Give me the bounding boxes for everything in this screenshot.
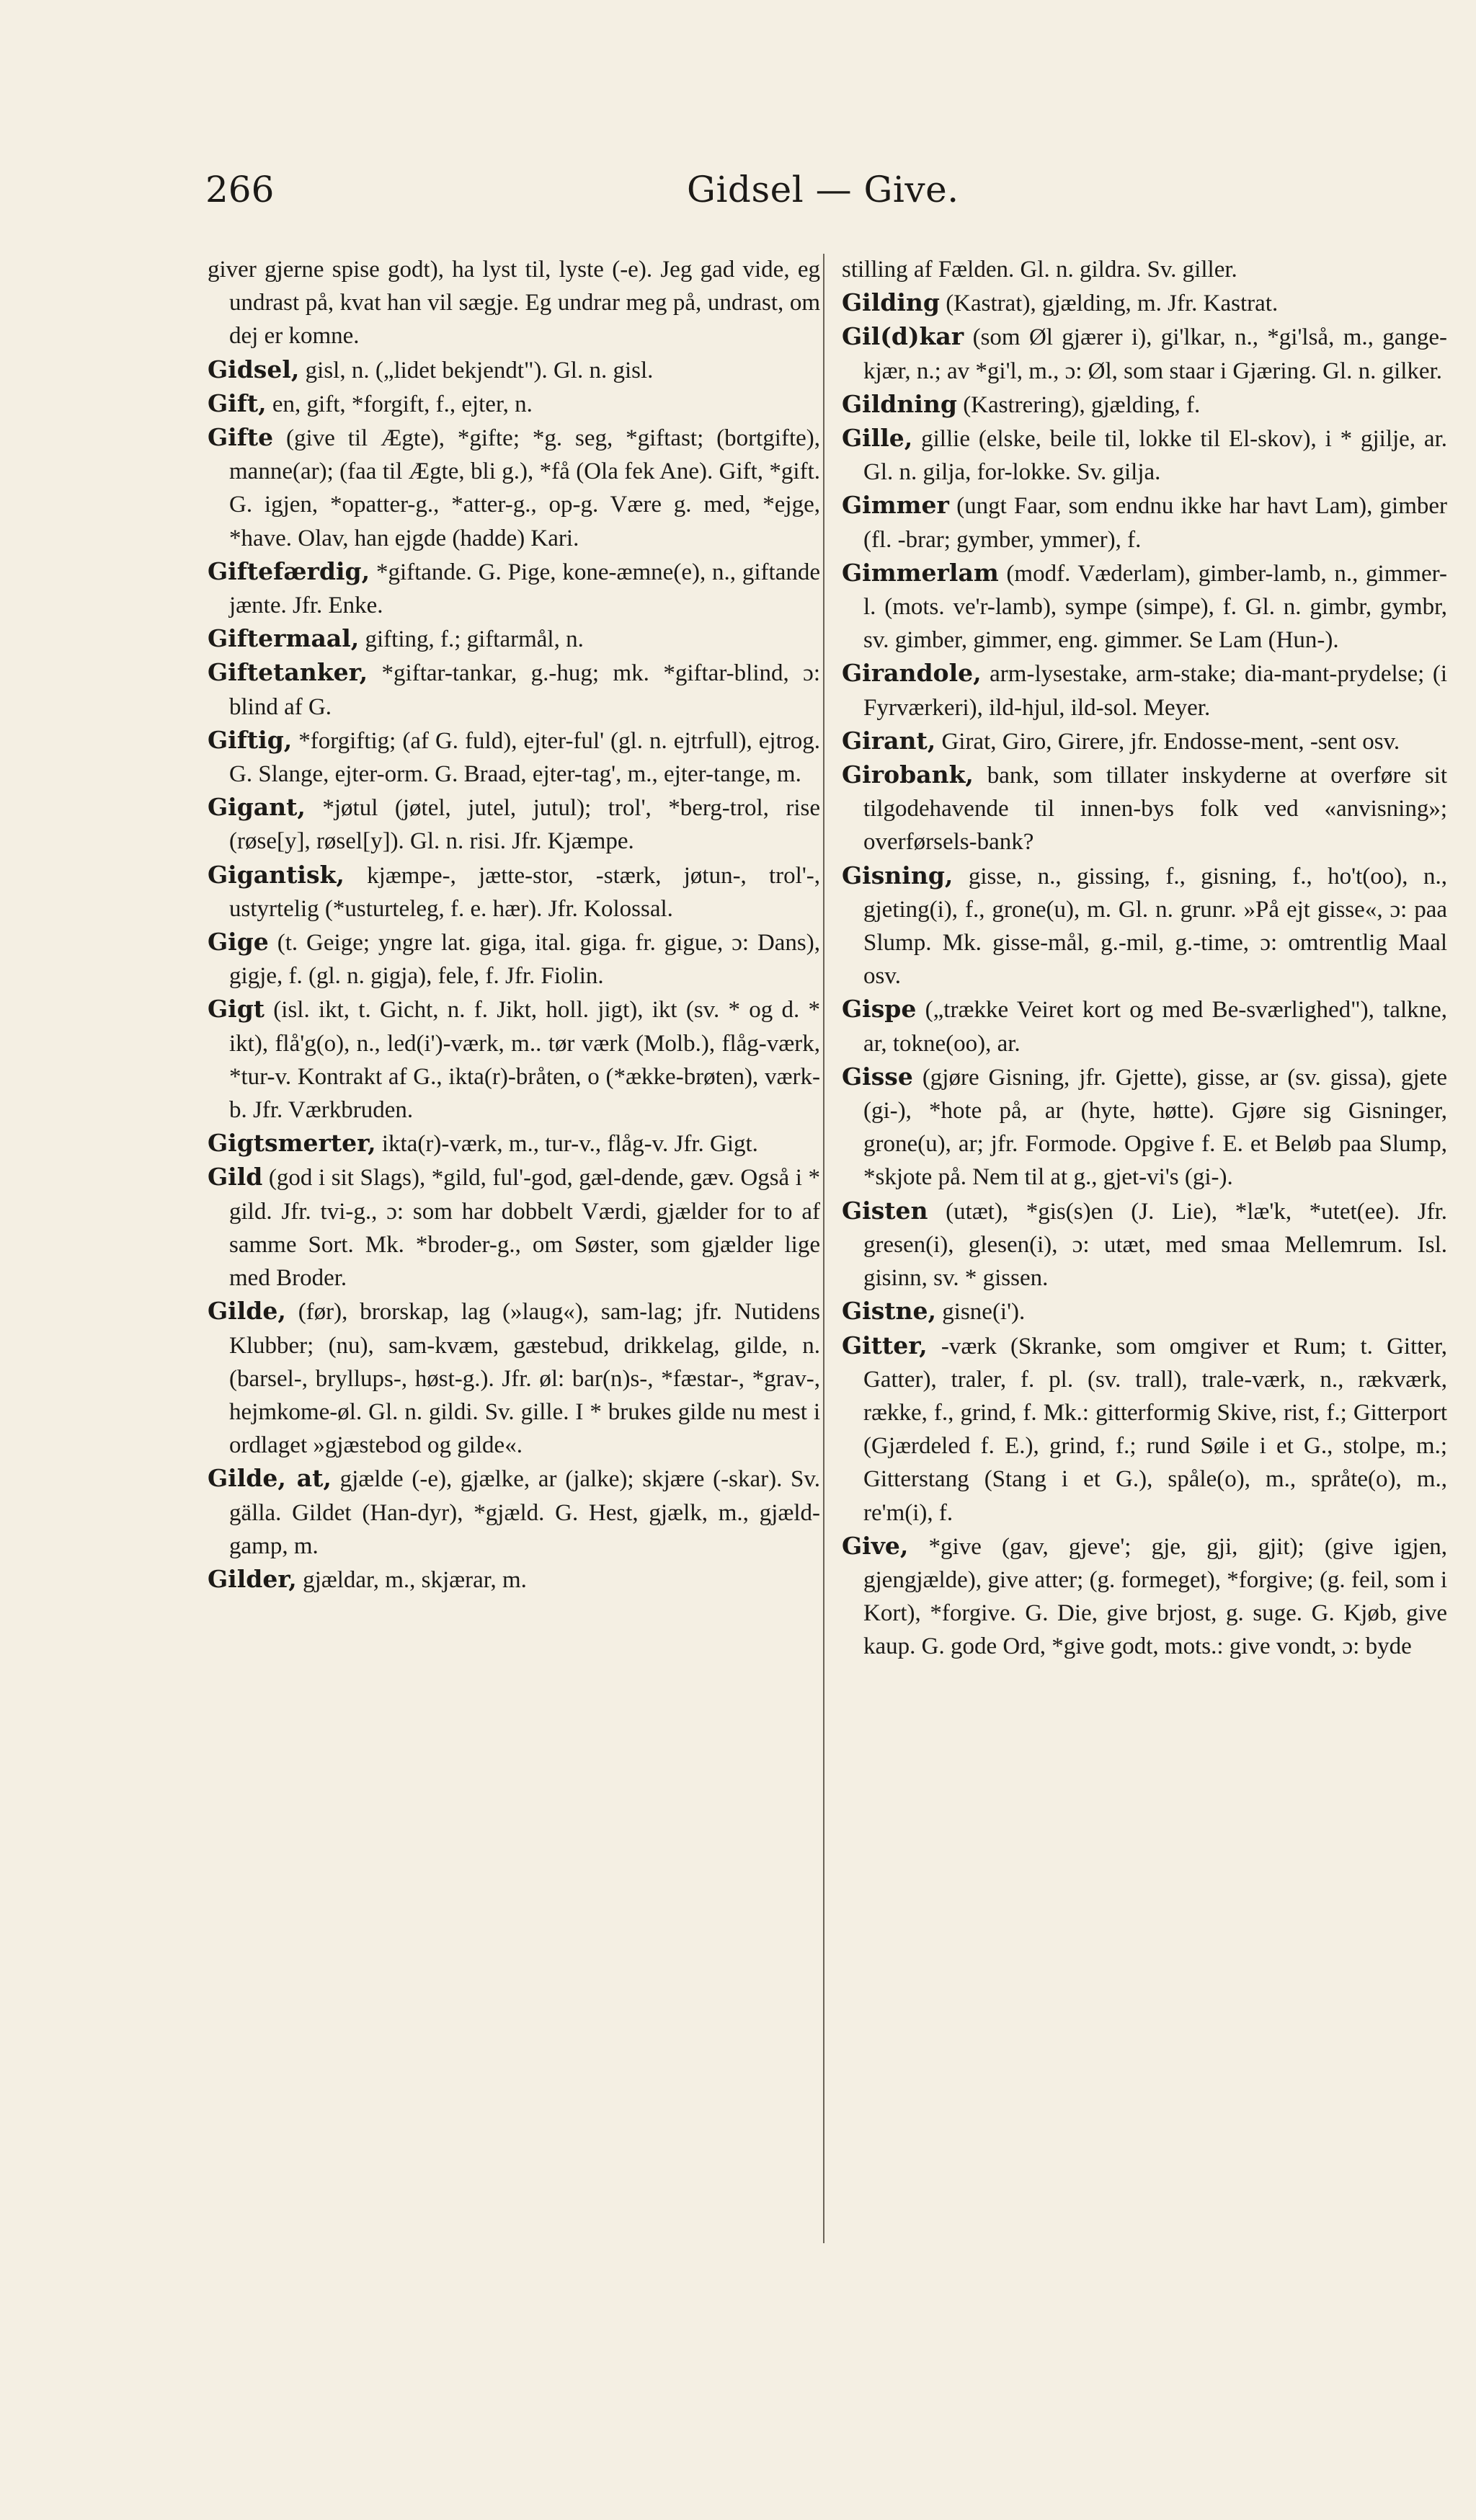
entry: Giftetanker, *giftar-tankar, g.-hug; mk. *giftar-blind, ɔ: blind af G. <box>208 658 820 720</box>
right-column <box>842 252 1447 1664</box>
entry: Gisning, gisse, n., gissing, f., gisning, f., ho't(oo), n., gjeting(i), f., grone(u), m. Gl. n. grunr. »På ejt gisse«, ɔ: paa Slump. Mk. gisse-mål, g.-mil, g.-time, ɔ: omtrentlig Maal osv. <box>842 861 1447 990</box>
page-number: 266 <box>205 169 275 210</box>
entry: Gisten (utæt), *gis(s)en (J. Lie), *læ'k, *utet(ee). Jfr. gresen(i), glesen(i), ɔ: utæt, med smaa Mellemrum. Isl. gisinn, sv. * gissen. <box>842 1196 1448 1292</box>
entry: Girobank, bank, som tillater inskyderne at overføre sit tilgodehavende til innen-bys folk ved «anvisning»; overførsels-bank? <box>842 760 1447 856</box>
entry: Gistne, gisne(i'). <box>842 1297 1026 1326</box>
entry: Gigant, *jøtul (jøtel, jutel, jutul); trol', *berg-trol, rise (røse[y], røsel[y]). Gl. n. risi. Jfr. Kjæmpe. <box>208 793 820 855</box>
entry: Gige (t. Geige; yngre lat. giga, ital. giga. fr. gigue, ɔ: Dans), gigje, f. (gl. n. gigja), fele, f. Jfr. Fiolin. <box>208 928 821 990</box>
entry: Gildning (Kastrering), gjælding, f. <box>842 389 1201 418</box>
entry-continuation: stilling af Fælden. Gl. n. gildra. Sv. giller. <box>842 257 1237 283</box>
entry: Gigtsmerter, ikta(r)-værk, m., tur-v., flåg-v. Jfr. Gigt. <box>208 1129 758 1158</box>
entry: Girant, Girat, Giro, Girere, jfr. Endosse-ment, -sent osv. <box>842 726 1400 755</box>
entry: Gille, gillie (elske, beile til, lokke til El-skov), i * gjilje, ar. Gl. n. gilja, for-lokke. Sv. gilja. <box>842 424 1447 486</box>
entry: Gimmer (ungt Faar, som endnu ikke har havt Lam), gimber (fl. -brar; gymber, ymmer), f. <box>842 491 1447 553</box>
entry: Gild (god i sit Slags), *gild, ful'-god, gæl-dende, gæv. Også i * gild. Jfr. tvi-g., ɔ: som har dobbelt Værdi, gjælder for to af samme Sort. Mk. *broder-g., om Søster, som gjælder lige med Broder. <box>208 1163 820 1292</box>
entry: Gilder, gjældar, m., skjærar, m. <box>208 1564 527 1593</box>
running-title: Gidsel — Give. <box>687 169 959 210</box>
entry: Gilde, at, gjælde (-e), gjælke, ar (jalke); skjære (-skar). Sv. gälla. Gildet (Han-dyr), *gjæld. G. Hest, gjælk, m., gjæld-gamp, m. <box>208 1464 821 1559</box>
entry: Gil(d)kar (som Øl gjærer i), gi'lkar, n., *gi'lså, m., gange-kjær, n.; av *gi'l, m., ɔ: Øl, som staar i Gjæring. Gl. n. gilker. <box>842 322 1448 384</box>
entry: Gispe („trække Veiret kort og med Be-sværlighed"), talkne, ar, tokne(oo), ar. <box>842 995 1448 1057</box>
entry: Gitter, -værk (Skranke, som omgiver et Rum; t. Gitter, Gatter), traler, f. pl. (sv. trall), trale-værk, n., rækværk, række, f., grind, f. Mk.: gitterformig Skive, rist, f.; Gitterport (Gjærdeled f. E.), grind, f.; rund Søile i et G., stolpe, m.; Gitterstang (Stang i et G.), spåle(o), m., språte(o), m., re'm(i), f. <box>842 1331 1447 1526</box>
entry: Girandole, arm-lysestake, arm-stake; dia-mant-prydelse; (i Fyrværkeri), ild-hjul, ild-sol. Meyer. <box>842 659 1448 721</box>
entry: Giftig, *forgiftig; (af G. fuld), ejter-ful' (gl. n. ejtrfull), ejtrog. G. Slange, ejter-orm. G. Braad, ejter-tag', m., ejter-tange, m. <box>208 725 820 788</box>
entry: Gilding (Kastrat), gjælding, m. Jfr. Kastrat. <box>842 288 1279 317</box>
entry: Gimmerlam (modf. Væderlam), gimber-lamb, n., gimmer-l. (mots. ve'r-lamb), sympe (simpe), f. Gl. n. gimbr, gymbr, sv. gimber, gimmer, eng. gimmer. Se Lam (Hun-). <box>842 558 1447 654</box>
entry: Gifte (give til Ægte), *gifte; *g. seg, *giftast; (bortgifte), manne(ar); (faa til Ægte, bli g.), *få (Ola fek Ane). Gift, *gift. G. igjen, *opatter-g., *atter-g., op-g. Være g. med, *ejge, *have. Olav, han ejgde (hadde) Kari. <box>208 423 820 551</box>
entry: Gift, en, gift, *forgift, f., ejter, n. <box>208 389 533 417</box>
entry: Giftefærdig, *giftande. G. Pige, kone-æmne(e), n., giftande jænte. Jfr. Enke. <box>208 556 821 619</box>
entry-continuation: giver gjerne spise godt), ha lyst til, lyste (-e). Jeg gad vide, eg undrast på, kvat han vil sægje. Eg undrar meg på, undrast, om dej er komne. <box>208 257 820 350</box>
left-column <box>208 252 820 1597</box>
column-divider <box>823 254 824 2243</box>
entry: Giftermaal, gifting, f.; giftarmål, n. <box>208 624 584 653</box>
entry: Gilde, (før), brorskap, lag (»laug«), sam-lag; jfr. Nutidens Klubber; (nu), sam-kvæm, gæstebud, drikkelag, gilde, n. (barsel-, bryllups-, høst-g.). Jfr. øl: bar(n)s-, *fæstar-, *grav-, hejmkome-øl. Gl. n. gildi. Sv. gille. I * brukes gilde nu mest i ordlaget »gjæstebod og gilde«. <box>208 1297 820 1459</box>
entry: Give, *give (gav, gjeve'; gje, gji, gjit); (give igjen, gjengjælde), give atter; (g. formeget), *forgive; (g. feil, som i Kort), *forgive. G. Die, give brjost, g. suge. G. Kjøb, give kaup. G. gode Ord, *give godt, mots.: give vondt, ɔ: byde <box>842 1531 1447 1660</box>
entry: Gisse (gjøre Gisning, jfr. Gjette), gisse, ar (sv. gissa), gjete (gi-), *hote på, ar (hyte, høtte). Gjøre sig Gisninger, grone(u), ar; jfr. Formode. Opgive f. E. et Beløb paa Slump, *skjote på. Nem til at g., gjet-vi's (gi-). <box>842 1062 1447 1191</box>
page-header <box>205 164 1286 215</box>
entry: Gigantisk, kjæmpe-, jætte-stor, -stærk, jøtun-, trol'-, ustyrtelig (*usturteleg, f. e. hær). Jfr. Kolossal. <box>208 860 821 922</box>
entry: Gidsel, gisl, n. („lidet bekjendt"). Gl. n. gisl. <box>208 355 654 383</box>
entry: Gigt (isl. ikt, t. Gicht, n. f. Jikt, holl. jigt), ikt (sv. * og d. * ikt), flå'g(o), n., led(i')-værk, m.. tør værk (Molb.), flåg-værk, *tur-v. Kontrakt af G., ikta(r)-bråten, o (*ække-brøten), værk-b. Jfr. Værkbruden. <box>208 995 821 1124</box>
